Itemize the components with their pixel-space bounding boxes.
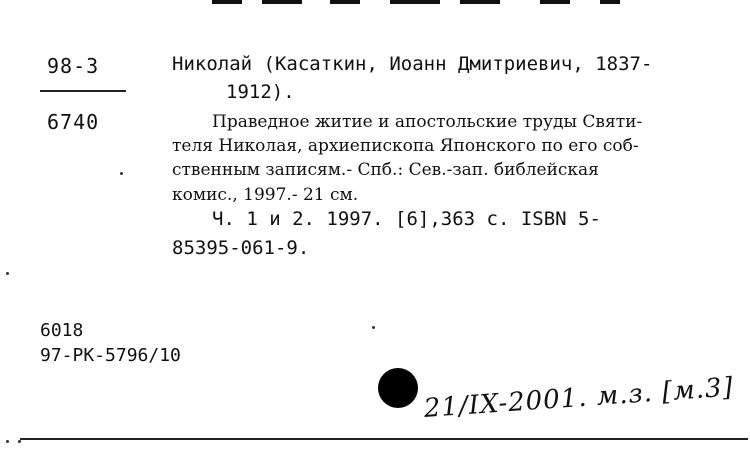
speck: [120, 172, 123, 175]
bottom-border: [20, 438, 748, 440]
isbn-line: 85395-061-9.: [172, 237, 310, 259]
heading-line: 1912).: [226, 81, 295, 103]
card-control-block: [40, 318, 181, 368]
edge-mark: [460, 0, 500, 4]
title-line: Праведное житие и апостольские труды Святи-: [212, 112, 643, 132]
edge-mark: [212, 0, 242, 4]
speck: [6, 272, 9, 275]
edge-mark: [600, 0, 620, 4]
edge-mark: [262, 0, 302, 4]
edge-mark: [330, 0, 360, 4]
title-line: теля Николая, архиепископа Японского по его соб-: [172, 136, 639, 156]
volume-line: Ч. 1 и 2. 1997. [6],363 с. ISBN 5-: [212, 208, 601, 230]
call-number: 98-3: [47, 54, 100, 78]
speck: [6, 440, 9, 443]
lccn-number: 97-РК-5796/10: [40, 345, 181, 366]
title-line: ственным записям.- Спб.: Сев.-зап. библейская: [172, 160, 599, 180]
punch-hole: [378, 368, 418, 408]
call-number-divider: [40, 90, 126, 92]
control-number: 6018: [40, 320, 84, 341]
edge-mark: [540, 0, 570, 4]
heading-line: Николай (Касаткин, Иоанн Дмитриевич, 1837-: [172, 53, 653, 75]
top-edge-marks: [0, 0, 750, 6]
speck: [18, 440, 21, 443]
handwritten-note: 21/IX-2001. м.з. [м.3]: [422, 372, 735, 424]
speck: [372, 326, 375, 329]
imprint-line: комис., 1997.- 21 см.: [172, 185, 359, 205]
edge-mark: [390, 0, 440, 4]
accession-number: 6740: [47, 110, 100, 134]
